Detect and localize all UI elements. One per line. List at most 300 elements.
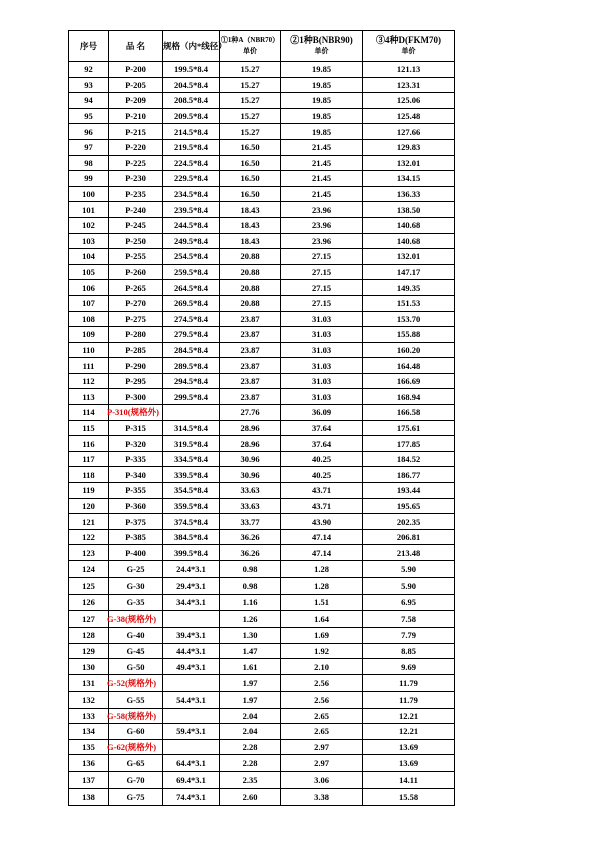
cell-price-b: 40.25 [281, 467, 363, 483]
cell-price-d: 123.31 [363, 77, 455, 93]
cell-name [109, 611, 163, 628]
cell-spec: 64.4*3.1 [163, 755, 220, 772]
cell-price-b: 2.10 [281, 659, 363, 675]
header-type-a [220, 31, 281, 62]
cell-price-a: 15.27 [220, 93, 281, 109]
table-row [69, 659, 455, 675]
header-no: 序号 [69, 31, 109, 62]
cell-price-d: 153.70 [363, 311, 455, 327]
cell-spec: 74.4*3.1 [163, 788, 220, 805]
cell-spec: 229.5*8.4 [163, 171, 220, 187]
cell-price-a: 36.26 [220, 545, 281, 561]
cell-name: P-315 [109, 420, 163, 436]
cell-no: 110 [69, 342, 109, 358]
cell-price-d: 202.35 [363, 514, 455, 530]
cell-price-b: 43.71 [281, 483, 363, 499]
cell-price-b: 31.03 [281, 389, 363, 405]
cell-price-d: 12.21 [363, 708, 455, 724]
cell-price-a: 1.97 [220, 674, 281, 691]
cell-spec: 319.5*8.4 [163, 436, 220, 452]
cell-no: 99 [69, 171, 109, 187]
cell-no: 111 [69, 358, 109, 374]
cell-price-a: 2.28 [220, 755, 281, 772]
cell-name [109, 674, 163, 691]
cell-price-b: 43.71 [281, 498, 363, 514]
cell-no: 117 [69, 451, 109, 467]
cell-price-b: 36.09 [281, 405, 363, 421]
table-row [69, 202, 455, 218]
cell-price-d: 140.68 [363, 233, 455, 249]
cell-price-a: 0.98 [220, 577, 281, 594]
cell-price-d: 129.83 [363, 139, 455, 155]
cell-price-a: 30.96 [220, 451, 281, 467]
header-type-b [281, 31, 363, 62]
cell-price-d: 121.13 [363, 62, 455, 78]
table-row [69, 611, 455, 628]
header-type-a-title: ①1种A（NBR70） [220, 36, 280, 44]
table-row [69, 373, 455, 389]
cell-price-d: 11.79 [363, 674, 455, 691]
cell-name: G-55 [109, 691, 163, 708]
cell-spec: 199.5*8.4 [163, 62, 220, 78]
cell-spec: 259.5*8.4 [163, 264, 220, 280]
table-row [69, 708, 455, 724]
cell-spec [163, 708, 220, 724]
cell-price-a: 2.35 [220, 772, 281, 789]
cell-price-b: 19.85 [281, 108, 363, 124]
cell-price-a: 0.98 [220, 561, 281, 578]
cell-price-b: 2.97 [281, 755, 363, 772]
cell-name: G-45 [109, 643, 163, 659]
cell-price-a: 2.04 [220, 708, 281, 724]
cell-no: 116 [69, 436, 109, 452]
cell-price-b: 21.45 [281, 155, 363, 171]
header-type-b-unit: 单价 [314, 47, 329, 55]
table-row [69, 139, 455, 155]
cell-price-a: 28.96 [220, 436, 281, 452]
cell-price-d: 168.94 [363, 389, 455, 405]
cell-price-d: 177.85 [363, 436, 455, 452]
cell-price-a: 16.50 [220, 155, 281, 171]
table-row [69, 249, 455, 265]
cell-spec: 284.5*8.4 [163, 342, 220, 358]
table-row [69, 420, 455, 436]
cell-spec: 384.5*8.4 [163, 529, 220, 545]
cell-no: 108 [69, 311, 109, 327]
cell-no: 98 [69, 155, 109, 171]
cell-price-b: 1.69 [281, 628, 363, 644]
cell-name: P-360 [109, 498, 163, 514]
cell-name: P-250 [109, 233, 163, 249]
table-row [69, 327, 455, 343]
cell-no: 134 [69, 724, 109, 740]
table-row [69, 561, 455, 578]
cell-name: P-209 [109, 93, 163, 109]
cell-price-d: 7.58 [363, 611, 455, 628]
cell-price-d: 213.48 [363, 545, 455, 561]
cell-no: 104 [69, 249, 109, 265]
table-row [69, 467, 455, 483]
cell-price-b: 3.38 [281, 788, 363, 805]
cell-price-d: 8.85 [363, 643, 455, 659]
cell-no: 132 [69, 691, 109, 708]
cell-price-d: 5.90 [363, 561, 455, 578]
cell-spec: 204.5*8.4 [163, 77, 220, 93]
cell-spec: 39.4*3.1 [163, 628, 220, 644]
cell-spec: 294.5*8.4 [163, 373, 220, 389]
cell-name: P-340 [109, 467, 163, 483]
cell-price-a: 33.63 [220, 483, 281, 499]
cell-price-b: 3.06 [281, 772, 363, 789]
cell-name: G-60 [109, 724, 163, 740]
cell-no: 129 [69, 643, 109, 659]
cell-price-a: 20.88 [220, 295, 281, 311]
cell-price-b: 19.85 [281, 93, 363, 109]
cell-spec: 314.5*8.4 [163, 420, 220, 436]
table-row [69, 628, 455, 644]
cell-no: 120 [69, 498, 109, 514]
cell-price-b: 1.51 [281, 594, 363, 611]
cell-price-b: 47.14 [281, 529, 363, 545]
cell-price-a: 33.63 [220, 498, 281, 514]
cell-name [109, 739, 163, 755]
table-row [69, 233, 455, 249]
cell-name: P-335 [109, 451, 163, 467]
cell-price-b: 31.03 [281, 358, 363, 374]
cell-price-d: 9.69 [363, 659, 455, 675]
cell-price-a: 23.87 [220, 358, 281, 374]
cell-price-d: 193.44 [363, 483, 455, 499]
cell-spec: 274.5*8.4 [163, 311, 220, 327]
table-row [69, 724, 455, 740]
cell-price-a: 20.88 [220, 264, 281, 280]
cell-spec: 254.5*8.4 [163, 249, 220, 265]
cell-spec: 44.4*3.1 [163, 643, 220, 659]
cell-price-b: 23.96 [281, 233, 363, 249]
cell-price-b: 40.25 [281, 451, 363, 467]
cell-price-b: 19.85 [281, 77, 363, 93]
cell-no: 97 [69, 139, 109, 155]
cell-price-a: 2.04 [220, 724, 281, 740]
cell-price-d: 166.69 [363, 373, 455, 389]
out-of-spec-label: G-38(规格外) [107, 614, 157, 625]
cell-name: G-65 [109, 755, 163, 772]
cell-price-b: 2.56 [281, 674, 363, 691]
cell-no: 93 [69, 77, 109, 93]
header-type-d-title: ③4种D(FKM70) [376, 35, 441, 45]
cell-price-d: 136.33 [363, 186, 455, 202]
cell-name: P-290 [109, 358, 163, 374]
cell-price-d: 132.01 [363, 155, 455, 171]
cell-name: P-200 [109, 62, 163, 78]
cell-no: 127 [69, 611, 109, 628]
cell-price-d: 175.61 [363, 420, 455, 436]
cell-spec: 354.5*8.4 [163, 483, 220, 499]
table-row [69, 643, 455, 659]
cell-price-d: 206.81 [363, 529, 455, 545]
table-row [69, 280, 455, 296]
cell-price-a: 36.26 [220, 529, 281, 545]
cell-price-a: 18.43 [220, 233, 281, 249]
cell-price-b: 31.03 [281, 311, 363, 327]
cell-spec: 239.5*8.4 [163, 202, 220, 218]
cell-name: P-375 [109, 514, 163, 530]
cell-name: P-245 [109, 217, 163, 233]
cell-price-a: 18.43 [220, 202, 281, 218]
cell-price-a: 23.87 [220, 389, 281, 405]
cell-price-b: 2.97 [281, 739, 363, 755]
cell-name: P-240 [109, 202, 163, 218]
cell-no: 137 [69, 772, 109, 789]
cell-price-d: 151.53 [363, 295, 455, 311]
table-row [69, 529, 455, 545]
cell-name: G-70 [109, 772, 163, 789]
cell-no: 125 [69, 577, 109, 594]
cell-price-b: 27.15 [281, 249, 363, 265]
table-row [69, 155, 455, 171]
cell-name: P-400 [109, 545, 163, 561]
cell-spec: 359.5*8.4 [163, 498, 220, 514]
cell-name: P-230 [109, 171, 163, 187]
table-row [69, 514, 455, 530]
cell-spec: 34.4*3.1 [163, 594, 220, 611]
cell-name: P-285 [109, 342, 163, 358]
cell-price-b: 27.15 [281, 295, 363, 311]
table-row [69, 691, 455, 708]
cell-no: 113 [69, 389, 109, 405]
cell-name: P-300 [109, 389, 163, 405]
cell-spec: 224.5*8.4 [163, 155, 220, 171]
cell-spec [163, 611, 220, 628]
cell-name: P-320 [109, 436, 163, 452]
cell-price-d: 164.48 [363, 358, 455, 374]
cell-name: P-255 [109, 249, 163, 265]
cell-price-a: 15.27 [220, 77, 281, 93]
table-row [69, 755, 455, 772]
table-row [69, 93, 455, 109]
cell-price-d: 195.65 [363, 498, 455, 514]
cell-price-d: 12.21 [363, 724, 455, 740]
cell-no: 123 [69, 545, 109, 561]
table-row [69, 342, 455, 358]
table-row [69, 594, 455, 611]
cell-name: G-75 [109, 788, 163, 805]
cell-no: 103 [69, 233, 109, 249]
cell-price-b: 19.85 [281, 124, 363, 140]
cell-price-d: 14.11 [363, 772, 455, 789]
table-row [69, 451, 455, 467]
cell-spec: 374.5*8.4 [163, 514, 220, 530]
cell-price-d: 127.66 [363, 124, 455, 140]
cell-price-a: 23.87 [220, 311, 281, 327]
cell-no: 105 [69, 264, 109, 280]
out-of-spec-label: G-58(规格外) [107, 710, 157, 721]
cell-name: P-385 [109, 529, 163, 545]
cell-price-a: 16.50 [220, 171, 281, 187]
cell-no: 106 [69, 280, 109, 296]
table-row [69, 772, 455, 789]
cell-price-a: 16.50 [220, 139, 281, 155]
cell-price-a: 1.47 [220, 643, 281, 659]
cell-spec [163, 405, 220, 421]
cell-price-d: 155.88 [363, 327, 455, 343]
table-row [69, 171, 455, 187]
cell-price-d: 5.90 [363, 577, 455, 594]
cell-price-a: 2.60 [220, 788, 281, 805]
cell-spec: 299.5*8.4 [163, 389, 220, 405]
cell-spec [163, 739, 220, 755]
cell-price-b: 31.03 [281, 327, 363, 343]
cell-price-a: 23.87 [220, 327, 281, 343]
cell-price-b: 43.90 [281, 514, 363, 530]
table-row [69, 62, 455, 78]
cell-no: 128 [69, 628, 109, 644]
cell-price-a: 1.97 [220, 691, 281, 708]
cell-no: 135 [69, 739, 109, 755]
cell-price-b: 2.65 [281, 724, 363, 740]
cell-price-d: 13.69 [363, 755, 455, 772]
header-spec: 规格（内*线径） [163, 31, 220, 62]
cell-name: G-30 [109, 577, 163, 594]
cell-price-a: 2.28 [220, 739, 281, 755]
cell-price-d: 138.50 [363, 202, 455, 218]
table-row [69, 674, 455, 691]
cell-no: 107 [69, 295, 109, 311]
cell-name: G-50 [109, 659, 163, 675]
cell-name [109, 708, 163, 724]
cell-spec: 399.5*8.4 [163, 545, 220, 561]
cell-price-b: 1.92 [281, 643, 363, 659]
cell-price-a: 18.43 [220, 217, 281, 233]
cell-price-d: 186.77 [363, 467, 455, 483]
cell-spec: 209.5*8.4 [163, 108, 220, 124]
cell-name: P-355 [109, 483, 163, 499]
cell-spec: 59.4*3.1 [163, 724, 220, 740]
cell-spec: 29.4*3.1 [163, 577, 220, 594]
cell-price-b: 27.15 [281, 264, 363, 280]
cell-spec: 244.5*8.4 [163, 217, 220, 233]
cell-name: P-270 [109, 295, 163, 311]
cell-price-a: 27.76 [220, 405, 281, 421]
price-table [68, 30, 455, 806]
cell-price-a: 15.27 [220, 62, 281, 78]
cell-no: 114 [69, 405, 109, 421]
cell-name: P-265 [109, 280, 163, 296]
cell-no: 118 [69, 467, 109, 483]
cell-spec [163, 674, 220, 691]
cell-price-a: 1.61 [220, 659, 281, 675]
cell-spec: 264.5*8.4 [163, 280, 220, 296]
cell-price-a: 1.26 [220, 611, 281, 628]
cell-price-d: 125.48 [363, 108, 455, 124]
cell-price-a: 23.87 [220, 373, 281, 389]
cell-price-b: 21.45 [281, 186, 363, 202]
cell-spec: 219.5*8.4 [163, 139, 220, 155]
cell-no: 124 [69, 561, 109, 578]
cell-price-a: 1.16 [220, 594, 281, 611]
cell-name: P-295 [109, 373, 163, 389]
cell-price-b: 31.03 [281, 373, 363, 389]
cell-price-b: 47.14 [281, 545, 363, 561]
cell-spec: 49.4*3.1 [163, 659, 220, 675]
cell-name: P-210 [109, 108, 163, 124]
cell-spec: 54.4*3.1 [163, 691, 220, 708]
cell-no: 131 [69, 674, 109, 691]
cell-price-b: 27.15 [281, 280, 363, 296]
cell-price-a: 15.27 [220, 124, 281, 140]
cell-price-d: 184.52 [363, 451, 455, 467]
cell-price-a: 23.87 [220, 342, 281, 358]
cell-price-b: 21.45 [281, 139, 363, 155]
table-row [69, 264, 455, 280]
cell-no: 109 [69, 327, 109, 343]
cell-name [109, 405, 163, 421]
cell-price-a: 15.27 [220, 108, 281, 124]
table-row [69, 788, 455, 805]
cell-name: P-220 [109, 139, 163, 155]
cell-price-a: 30.96 [220, 467, 281, 483]
cell-name: G-35 [109, 594, 163, 611]
cell-no: 115 [69, 420, 109, 436]
cell-no: 102 [69, 217, 109, 233]
cell-price-d: 6.95 [363, 594, 455, 611]
cell-spec: 69.4*3.1 [163, 772, 220, 789]
cell-price-d: 132.01 [363, 249, 455, 265]
cell-price-b: 37.64 [281, 436, 363, 452]
cell-no: 126 [69, 594, 109, 611]
cell-price-b: 31.03 [281, 342, 363, 358]
out-of-spec-label: G-52(规格外) [107, 677, 157, 688]
table-row [69, 545, 455, 561]
cell-price-d: 11.79 [363, 691, 455, 708]
cell-name: P-260 [109, 264, 163, 280]
cell-price-a: 33.77 [220, 514, 281, 530]
cell-price-d: 160.20 [363, 342, 455, 358]
table-row [69, 483, 455, 499]
cell-price-b: 1.64 [281, 611, 363, 628]
cell-price-d: 13.69 [363, 739, 455, 755]
cell-spec: 339.5*8.4 [163, 467, 220, 483]
table-row [69, 739, 455, 755]
cell-spec: 334.5*8.4 [163, 451, 220, 467]
cell-spec: 208.5*8.4 [163, 93, 220, 109]
cell-name: P-280 [109, 327, 163, 343]
cell-spec: 269.5*8.4 [163, 295, 220, 311]
cell-no: 136 [69, 755, 109, 772]
cell-price-b: 23.96 [281, 202, 363, 218]
cell-price-b: 21.45 [281, 171, 363, 187]
cell-name: P-215 [109, 124, 163, 140]
cell-price-b: 2.56 [281, 691, 363, 708]
table-row [69, 77, 455, 93]
header-name: 品 名 [109, 31, 163, 62]
cell-no: 94 [69, 93, 109, 109]
cell-name: P-225 [109, 155, 163, 171]
table-row [69, 311, 455, 327]
cell-no: 121 [69, 514, 109, 530]
cell-no: 122 [69, 529, 109, 545]
cell-no: 133 [69, 708, 109, 724]
cell-price-b: 1.28 [281, 577, 363, 594]
header-type-d-unit: 单价 [401, 47, 416, 55]
table-row [69, 108, 455, 124]
cell-no: 96 [69, 124, 109, 140]
cell-price-b: 2.65 [281, 708, 363, 724]
cell-price-d: 147.17 [363, 264, 455, 280]
cell-no: 100 [69, 186, 109, 202]
cell-price-b: 37.64 [281, 420, 363, 436]
cell-no: 101 [69, 202, 109, 218]
